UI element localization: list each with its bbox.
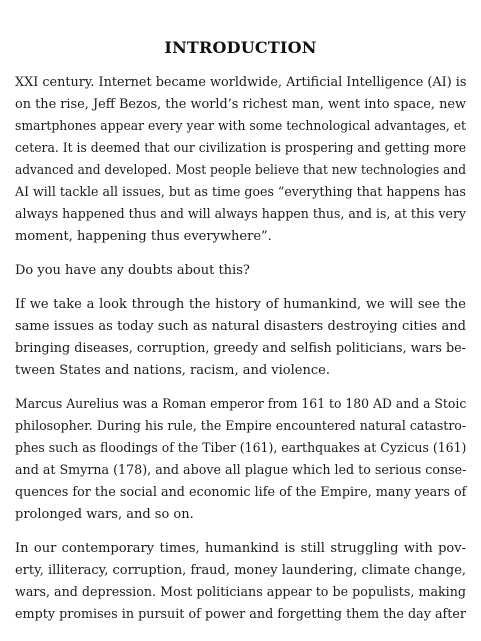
paragraph-line: AI will tackle all issues, but as time goes “everything that happens has bbox=[15, 185, 466, 200]
paragraph-line: always happened thus and will always happen thus, and is, at this very bbox=[15, 207, 467, 222]
paragraph-2 bbox=[15, 260, 466, 282]
paragraph-line: advanced and developed. Most people believe that new technologies and bbox=[15, 163, 467, 178]
paragraph-line: empty promises in pursuit of power and forgetting them the day after bbox=[15, 607, 466, 622]
paragraph-line: same issues as today such as natural disasters destroying cities and bbox=[15, 319, 466, 334]
paragraph-line: If we take a look through the history of humankind, we will see the bbox=[15, 297, 466, 312]
paragraph-line: cetera. It is deemed that our civilization is prospering and getting more bbox=[15, 141, 467, 156]
paragraph-line: on the rise, Jeff Bezos, the world’s richest man, went into space, new bbox=[15, 97, 466, 112]
paragraph-line: philosopher. During his rule, the Empire encountered natural catastro- bbox=[15, 419, 467, 434]
paragraph-line: In our contemporary times, humankind is still struggling with pov- bbox=[15, 541, 466, 556]
paragraph-line: XXI century. Internet became worldwide, Artificial Intelligence (AI) is bbox=[15, 75, 467, 90]
paragraph-1 bbox=[15, 72, 466, 248]
paragraph-line: Marcus Aurelius was a Roman emperor from 161 to 180 AD and a Stoic bbox=[15, 397, 467, 412]
paragraph-line: quences for the social and economic life of the Empire, many years of bbox=[15, 485, 467, 500]
paragraph-3 bbox=[15, 294, 466, 382]
paragraph-line: phes such as floodings of the Tiber (161), earthquakes at Cyzicus (161) bbox=[15, 441, 467, 456]
paragraph-line: smartphones appear every year with some technological advantages, et bbox=[15, 119, 467, 134]
paragraph-5 bbox=[15, 538, 466, 626]
paragraph-line: bringing diseases, corruption, greedy and selfish politicians, wars be- bbox=[15, 341, 466, 356]
paragraph-line: Do you have any doubts about this? bbox=[15, 263, 250, 278]
paragraph-line: wars, and depression. Most politicians appear to be populists, making bbox=[15, 585, 467, 600]
paragraph-line: erty, illiteracy, corruption, fraud, money laundering, climate change, bbox=[15, 563, 467, 578]
paragraph-4 bbox=[15, 394, 466, 526]
paragraph-line: prolonged wars, and so on. bbox=[15, 507, 194, 522]
paragraph-line: tween States and nations, racism, and violence. bbox=[15, 363, 330, 378]
paragraph-line: moment, happening thus everywhere”. bbox=[15, 229, 272, 244]
page-title: INTRODUCTION bbox=[164, 38, 317, 57]
paragraph-line: and at Smyrna (178), and above all plague which led to serious conse- bbox=[15, 463, 467, 478]
